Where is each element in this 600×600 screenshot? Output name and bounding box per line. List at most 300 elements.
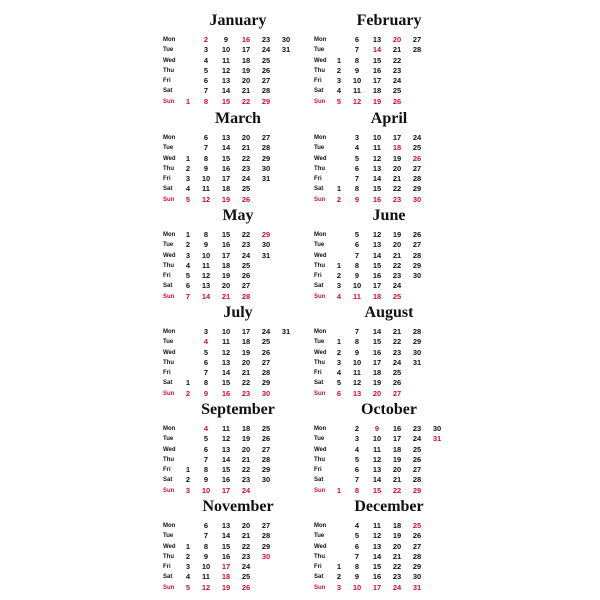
- day-cell: 29: [412, 260, 422, 270]
- day-cell: 21: [392, 174, 402, 184]
- day-cell: 20: [392, 465, 402, 475]
- day-cell: 18: [372, 291, 382, 301]
- day-cell: 30: [412, 194, 422, 204]
- weekday-label: Tue: [314, 145, 325, 152]
- day-cell: 21: [392, 551, 402, 561]
- day-cell: 6: [354, 240, 360, 250]
- day-cell: 15: [372, 337, 382, 347]
- weekday-label: Sat: [163, 88, 173, 95]
- day-cell: 21: [392, 45, 402, 55]
- day-cell: 15: [221, 541, 231, 551]
- weekday-label: Wed: [314, 446, 327, 453]
- day-cell: 14: [372, 327, 382, 336]
- day-cell: 28: [412, 551, 422, 561]
- weekday-label: Mon: [314, 329, 327, 335]
- day-cell: 5: [354, 531, 360, 541]
- day-cell: 30: [281, 35, 291, 44]
- day-cell: 12: [352, 96, 362, 106]
- day-cell: 11: [222, 55, 230, 65]
- day-cell: 15: [221, 230, 231, 239]
- day-cell: 14: [372, 45, 382, 55]
- day-cell: 28: [412, 45, 422, 55]
- day-cell: 25: [261, 55, 271, 65]
- day-cell: 4: [203, 424, 209, 433]
- day-cell: 4: [354, 444, 360, 454]
- day-cell: 13: [372, 35, 382, 44]
- weekday-label: Tue: [163, 436, 174, 443]
- day-cell: 12: [372, 454, 382, 464]
- month-title: April: [370, 110, 408, 127]
- day-cell: 19: [221, 582, 231, 592]
- day-cell: 25: [261, 337, 271, 347]
- day-cell: 17: [221, 250, 231, 260]
- day-cell: 30: [261, 475, 271, 485]
- day-cell: 28: [412, 327, 422, 336]
- weekday-label: Sun: [314, 196, 326, 203]
- day-cell: 12: [201, 194, 211, 204]
- day-cell: 6: [203, 76, 209, 86]
- day-cell: 3: [185, 174, 191, 184]
- day-cell: 7: [354, 551, 360, 561]
- day-cell: 24: [412, 434, 422, 444]
- day-cell: 14: [372, 475, 382, 485]
- day-cell: 4: [354, 521, 360, 530]
- day-cell: 9: [203, 163, 209, 173]
- day-cell: 10: [352, 76, 362, 86]
- day-cell: 27: [261, 76, 271, 86]
- day-cell: 2: [336, 572, 342, 582]
- weekday-label: Sun: [314, 487, 326, 494]
- day-cell: 14: [221, 531, 231, 541]
- weekday-label: Tue: [314, 339, 325, 346]
- weekday-label: Wed: [163, 446, 176, 453]
- day-cell: 10: [352, 281, 362, 291]
- day-cell: 27: [412, 541, 422, 551]
- month-title: July: [223, 304, 253, 321]
- day-cell: 17: [241, 45, 251, 55]
- day-cell: 2: [185, 163, 191, 173]
- day-cell: 10: [372, 133, 382, 142]
- day-cell: 29: [261, 153, 271, 163]
- day-cell: 9: [374, 424, 380, 433]
- day-cell: 3: [185, 562, 191, 572]
- day-cell: 2: [336, 271, 342, 281]
- day-cell: 18: [372, 86, 382, 96]
- day-cell: 25: [261, 424, 271, 433]
- day-cell: 3: [336, 281, 342, 291]
- day-cell: 21: [241, 368, 251, 378]
- day-cell: 11: [353, 86, 361, 96]
- weekday-label: Sun: [163, 487, 175, 494]
- day-cell: 3: [185, 250, 191, 260]
- day-cell: 29: [261, 465, 271, 475]
- day-cell: 8: [203, 96, 209, 106]
- day-cell: 27: [261, 357, 271, 367]
- day-cell: 24: [392, 582, 402, 592]
- day-cell: 21: [221, 291, 231, 301]
- day-cell: 28: [241, 291, 251, 301]
- day-cell: 20: [392, 240, 402, 250]
- weekday-label: Tue: [314, 47, 325, 54]
- month-title: November: [202, 498, 274, 515]
- day-cell: 6: [354, 163, 360, 173]
- weekday-label: Fri: [163, 370, 171, 377]
- day-cell: 16: [221, 475, 231, 485]
- day-cell: 8: [203, 378, 209, 388]
- day-cell: 4: [354, 143, 360, 153]
- day-cell: 9: [354, 572, 360, 582]
- day-cell: 22: [392, 55, 402, 65]
- day-cell: 16: [241, 35, 251, 44]
- day-cell: 22: [392, 562, 402, 572]
- day-cell: 12: [221, 347, 231, 357]
- day-cell: 7: [203, 368, 209, 378]
- day-cell: 24: [392, 76, 402, 86]
- day-cell: 8: [354, 55, 360, 65]
- day-cell: 13: [221, 357, 231, 367]
- day-cell: 22: [241, 541, 251, 551]
- day-cell: 26: [412, 531, 422, 541]
- weekday-label: Mon: [314, 232, 327, 238]
- day-cell: 1: [336, 562, 342, 572]
- weekday-label: Wed: [163, 543, 176, 550]
- day-cell: 3: [203, 45, 209, 55]
- day-cell: 21: [392, 250, 402, 260]
- day-cell: 4: [336, 291, 342, 301]
- day-cell: 17: [221, 174, 231, 184]
- day-cell: 14: [372, 174, 382, 184]
- weekday-label: Thu: [163, 359, 174, 366]
- day-cell: 1: [185, 378, 191, 388]
- day-cell: 17: [392, 434, 402, 444]
- day-cell: 4: [185, 184, 191, 194]
- day-cell: 14: [201, 291, 211, 301]
- day-cell: 17: [221, 562, 231, 572]
- day-cell: 4: [336, 368, 342, 378]
- day-cell: 4: [185, 260, 191, 270]
- day-cell: 20: [241, 521, 251, 530]
- day-cell: 11: [202, 184, 210, 194]
- day-cell: 2: [336, 65, 342, 75]
- weekday-label: Sat: [314, 88, 324, 95]
- day-cell: 19: [372, 96, 382, 106]
- weekday-label: Fri: [314, 176, 322, 183]
- day-cell: 9: [203, 475, 209, 485]
- day-cell: 1: [336, 184, 342, 194]
- day-cell: 4: [203, 337, 209, 347]
- day-cell: 26: [261, 434, 271, 444]
- day-cell: 28: [261, 454, 271, 464]
- day-cell: 12: [372, 153, 382, 163]
- day-cell: 3: [336, 582, 342, 592]
- weekday-label: Sun: [163, 293, 175, 300]
- weekday-label: Mon: [163, 135, 176, 141]
- weekday-label: Thu: [314, 262, 325, 269]
- day-cell: 27: [241, 281, 251, 291]
- day-cell: 18: [241, 337, 251, 347]
- weekday-label: Tue: [163, 242, 174, 249]
- weekday-label: Thu: [163, 165, 174, 172]
- day-cell: 2: [203, 35, 209, 44]
- day-cell: 9: [354, 347, 360, 357]
- day-cell: 23: [241, 240, 251, 250]
- day-cell: 25: [241, 260, 251, 270]
- day-cell: 21: [392, 327, 402, 336]
- day-cell: 22: [241, 96, 251, 106]
- day-cell: 29: [412, 485, 422, 495]
- day-cell: 8: [203, 465, 209, 475]
- weekday-label: Mon: [163, 426, 176, 432]
- day-cell: 11: [373, 444, 381, 454]
- day-cell: 10: [201, 485, 211, 495]
- day-cell: 20: [241, 444, 251, 454]
- weekday-label: Mon: [314, 523, 327, 529]
- day-cell: 18: [221, 572, 231, 582]
- weekday-label: Sat: [163, 477, 173, 484]
- weekday-label: Fri: [314, 78, 322, 85]
- weekday-label: Mon: [314, 37, 327, 43]
- day-cell: 10: [372, 434, 382, 444]
- day-cell: 19: [392, 531, 402, 541]
- day-cell: 15: [221, 378, 231, 388]
- day-cell: 20: [392, 541, 402, 551]
- day-cell: 29: [261, 96, 271, 106]
- weekday-label: Fri: [163, 564, 171, 571]
- day-cell: 7: [185, 291, 191, 301]
- day-cell: 7: [354, 327, 360, 336]
- day-cell: 7: [203, 531, 209, 541]
- day-cell: 16: [372, 572, 382, 582]
- day-cell: 24: [261, 327, 271, 336]
- weekday-label: Mon: [163, 329, 176, 335]
- weekday-label: Wed: [163, 349, 176, 356]
- day-cell: 5: [354, 454, 360, 464]
- day-cell: 26: [261, 65, 271, 75]
- day-cell: 8: [354, 184, 360, 194]
- day-cell: 10: [221, 327, 231, 336]
- day-cell: 19: [241, 347, 251, 357]
- day-cell: 23: [392, 194, 402, 204]
- day-cell: 6: [354, 465, 360, 475]
- day-cell: 10: [201, 174, 211, 184]
- day-cell: 19: [392, 153, 402, 163]
- day-cell: 20: [372, 388, 382, 398]
- day-cell: 3: [185, 485, 191, 495]
- day-cell: 24: [392, 281, 402, 291]
- day-cell: 14: [221, 86, 231, 96]
- day-cell: 1: [336, 260, 342, 270]
- day-cell: 12: [372, 531, 382, 541]
- day-cell: 10: [352, 357, 362, 367]
- day-cell: 30: [412, 347, 422, 357]
- weekday-label: Wed: [314, 349, 327, 356]
- day-cell: 31: [412, 357, 422, 367]
- day-cell: 2: [185, 240, 191, 250]
- day-cell: 31: [261, 174, 271, 184]
- weekday-label: Thu: [163, 456, 174, 463]
- day-cell: 19: [392, 454, 402, 464]
- day-cell: 6: [203, 444, 209, 454]
- day-cell: 19: [221, 271, 231, 281]
- day-cell: 7: [203, 86, 209, 96]
- weekday-label: Tue: [314, 436, 325, 443]
- day-cell: 18: [372, 368, 382, 378]
- day-cell: 11: [373, 521, 381, 530]
- day-cell: 1: [336, 55, 342, 65]
- weekday-label: Mon: [163, 232, 176, 238]
- weekday-label: Tue: [314, 242, 325, 249]
- day-cell: 18: [392, 521, 402, 530]
- weekday-label: Fri: [314, 564, 322, 571]
- day-cell: 9: [203, 551, 209, 561]
- weekday-label: Sat: [163, 380, 173, 387]
- day-cell: 16: [372, 194, 382, 204]
- day-cell: 19: [372, 378, 382, 388]
- day-cell: 23: [261, 35, 271, 44]
- day-cell: 10: [201, 562, 211, 572]
- day-cell: 31: [432, 434, 442, 444]
- day-cell: 31: [281, 45, 291, 55]
- day-cell: 1: [336, 337, 342, 347]
- day-cell: 31: [281, 327, 291, 336]
- day-cell: 7: [354, 475, 360, 485]
- weekday-label: Sat: [163, 283, 173, 290]
- weekday-label: Fri: [163, 78, 171, 85]
- day-cell: 20: [392, 35, 402, 44]
- day-cell: 1: [185, 230, 191, 239]
- day-cell: 25: [412, 444, 422, 454]
- day-cell: 31: [412, 582, 422, 592]
- day-cell: 11: [202, 260, 210, 270]
- day-cell: 18: [392, 444, 402, 454]
- day-cell: 10: [352, 582, 362, 592]
- day-cell: 27: [261, 521, 271, 530]
- day-cell: 15: [221, 153, 231, 163]
- day-cell: 26: [412, 153, 422, 163]
- weekday-label: Fri: [163, 467, 171, 474]
- day-cell: 27: [392, 388, 402, 398]
- day-cell: 8: [354, 562, 360, 572]
- day-cell: 4: [336, 86, 342, 96]
- day-cell: 16: [221, 240, 231, 250]
- day-cell: 14: [372, 551, 382, 561]
- weekday-label: Thu: [163, 67, 174, 74]
- weekday-label: Wed: [314, 252, 327, 259]
- month-title: August: [364, 304, 414, 321]
- day-cell: 10: [221, 45, 231, 55]
- day-cell: 18: [241, 55, 251, 65]
- day-cell: 1: [185, 465, 191, 475]
- day-cell: 19: [221, 194, 231, 204]
- day-cell: 19: [392, 230, 402, 239]
- weekday-label: Sun: [163, 584, 175, 591]
- day-cell: 23: [392, 347, 402, 357]
- day-cell: 13: [221, 521, 231, 530]
- weekday-label: Thu: [163, 262, 174, 269]
- day-cell: 14: [372, 250, 382, 260]
- weekday-label: Sun: [314, 98, 326, 105]
- day-cell: 18: [221, 184, 231, 194]
- day-cell: 26: [261, 347, 271, 357]
- weekday-label: Wed: [314, 155, 327, 162]
- weekday-label: Mon: [163, 37, 176, 43]
- day-cell: 24: [241, 174, 251, 184]
- day-cell: 5: [203, 65, 209, 75]
- weekday-label: Sat: [314, 283, 324, 290]
- day-cell: 8: [354, 485, 360, 495]
- weekday-label: Thu: [163, 553, 174, 560]
- weekday-label: Sun: [314, 584, 326, 591]
- day-cell: 9: [354, 194, 360, 204]
- day-cell: 20: [241, 357, 251, 367]
- day-cell: 26: [241, 582, 251, 592]
- day-cell: 2: [185, 475, 191, 485]
- day-cell: 23: [241, 475, 251, 485]
- month-title: June: [372, 207, 406, 224]
- day-cell: 20: [392, 163, 402, 173]
- day-cell: 23: [392, 65, 402, 75]
- weekday-label: Thu: [314, 67, 325, 74]
- day-cell: 15: [221, 465, 231, 475]
- day-cell: 5: [336, 378, 342, 388]
- weekday-label: Sun: [163, 390, 175, 397]
- day-cell: 8: [354, 337, 360, 347]
- day-cell: 26: [412, 454, 422, 464]
- month-title: March: [215, 110, 261, 127]
- day-cell: 5: [354, 153, 360, 163]
- day-cell: 1: [185, 96, 191, 106]
- weekday-label: Sun: [163, 196, 175, 203]
- day-cell: 14: [221, 368, 231, 378]
- day-cell: 5: [185, 582, 191, 592]
- day-cell: 3: [203, 327, 209, 336]
- day-cell: 2: [185, 551, 191, 561]
- day-cell: 28: [412, 174, 422, 184]
- month-title: February: [356, 12, 422, 29]
- weekday-label: Thu: [314, 359, 325, 366]
- day-cell: 27: [412, 35, 422, 44]
- day-cell: 22: [241, 153, 251, 163]
- day-cell: 20: [241, 76, 251, 86]
- day-cell: 26: [412, 230, 422, 239]
- day-cell: 2: [354, 424, 360, 433]
- day-cell: 22: [241, 230, 251, 239]
- day-cell: 23: [412, 424, 422, 433]
- day-cell: 18: [241, 424, 251, 433]
- day-cell: 14: [221, 454, 231, 464]
- day-cell: 12: [221, 65, 231, 75]
- day-cell: 15: [372, 260, 382, 270]
- day-cell: 21: [241, 86, 251, 96]
- weekday-label: Sat: [314, 477, 324, 484]
- day-cell: 16: [221, 388, 231, 398]
- day-cell: 4: [203, 55, 209, 65]
- day-cell: 13: [352, 388, 362, 398]
- day-cell: 21: [241, 531, 251, 541]
- day-cell: 12: [352, 378, 362, 388]
- day-cell: 13: [201, 281, 211, 291]
- day-cell: 11: [353, 368, 361, 378]
- day-cell: 16: [372, 65, 382, 75]
- day-cell: 6: [203, 133, 209, 142]
- day-cell: 22: [392, 485, 402, 495]
- weekday-label: Tue: [163, 145, 174, 152]
- day-cell: 18: [392, 143, 402, 153]
- month-title: October: [361, 401, 417, 418]
- day-cell: 30: [261, 240, 271, 250]
- day-cell: 12: [221, 434, 231, 444]
- day-cell: 12: [201, 582, 211, 592]
